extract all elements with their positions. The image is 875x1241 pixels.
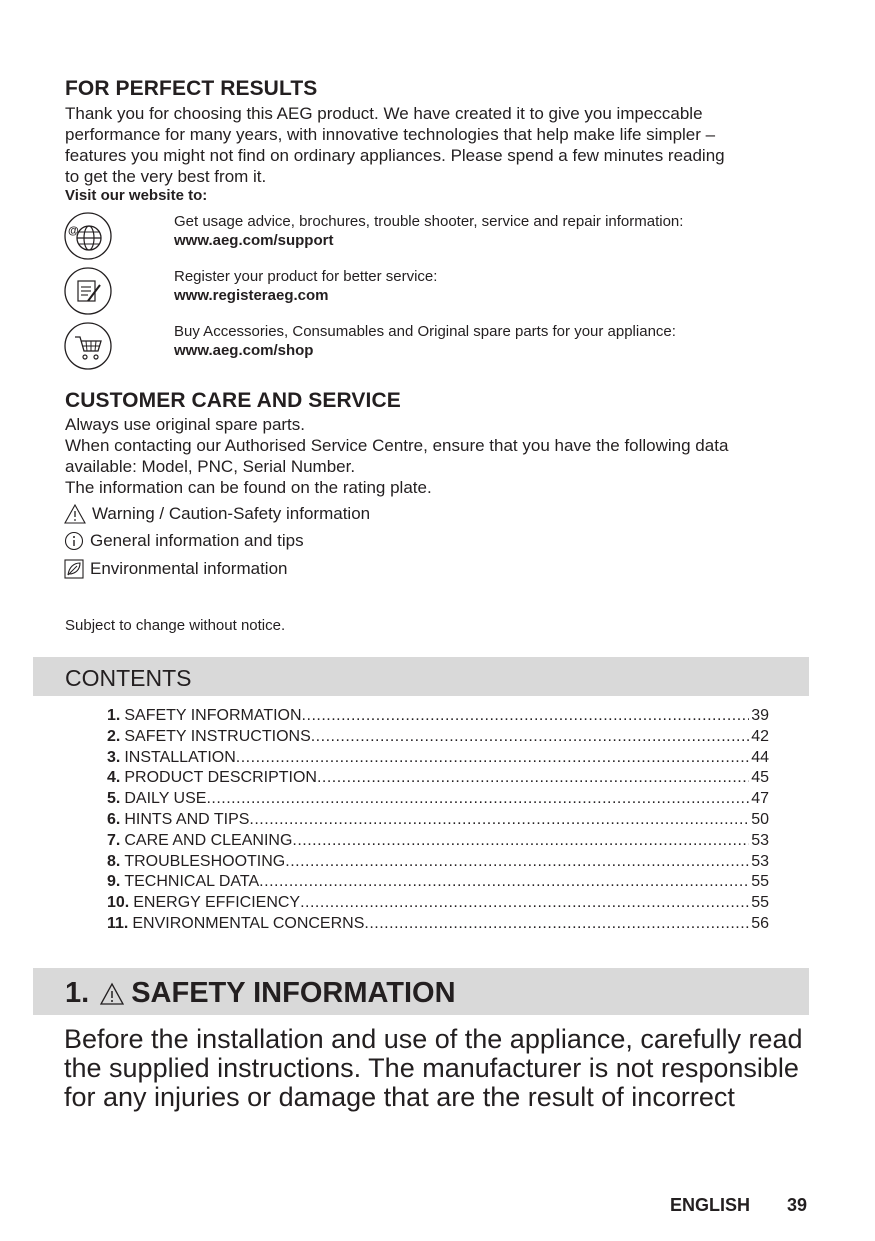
toc-leader	[300, 893, 749, 914]
care-line: available: Model, PNC, Serial Number.	[65, 457, 356, 476]
svg-text:@: @	[68, 225, 79, 237]
toc-title: DAILY USE	[124, 790, 207, 808]
toc-page: 47	[751, 790, 769, 808]
toc-num: 7.	[107, 831, 121, 849]
registration-icon	[64, 267, 112, 315]
toc-leader	[317, 768, 749, 789]
toc-leader	[311, 727, 749, 748]
toc-leader	[364, 914, 749, 935]
toc-page: 53	[751, 852, 769, 870]
care-line: The information can be found on the rating plate.	[65, 478, 432, 497]
toc-leader	[292, 831, 749, 852]
toc-title: ENERGY EFFICIENCY	[133, 894, 301, 912]
toc-title: PRODUCT DESCRIPTION	[124, 769, 317, 787]
footer-language: ENGLISH	[670, 1195, 751, 1215]
visit-label: Visit our website to:	[65, 187, 208, 204]
info-icon	[64, 531, 84, 551]
safety-section-bar	[33, 968, 809, 1015]
toc-title: SAFETY INFORMATION	[124, 707, 302, 724]
perfect-results-intro	[65, 103, 725, 187]
toc-page: 55	[751, 873, 769, 891]
toc-num: 6.	[107, 810, 121, 828]
toc-num: 8.	[107, 852, 121, 870]
visit-desc: Get usage advice, brochures, trouble shooter, service and repair information:	[174, 213, 684, 230]
intro-line: to get the very best from it.	[65, 167, 267, 186]
toc-item[interactable]	[107, 852, 769, 873]
toc-title: HINTS AND TIPS	[124, 810, 250, 828]
toc-item[interactable]	[107, 810, 769, 831]
intro-line: Thank you for choosing this AEG product. We have created it to give you impeccable	[65, 104, 703, 123]
warning-icon	[64, 504, 86, 524]
legend-text: Environmental information	[90, 559, 288, 578]
toc-num: 1.	[107, 707, 121, 724]
toc-page: 44	[751, 748, 769, 766]
toc-page: 50	[751, 810, 769, 828]
cart-icon	[64, 322, 112, 370]
shop-link[interactable]: www.aeg.com/shop	[174, 342, 314, 359]
register-link[interactable]: www.registeraeg.com	[174, 287, 329, 304]
legend-info	[64, 530, 304, 551]
intro-line: performance for many years, with innovative technologies that help make life simpler –	[65, 125, 716, 144]
visit-item-register	[64, 267, 809, 319]
leaf-icon	[64, 559, 84, 579]
safety-heading	[65, 977, 456, 1010]
visit-item-support	[64, 212, 809, 264]
page-number: 39	[787, 1195, 808, 1215]
legend-text: Warning / Caution-Safety information	[92, 504, 371, 523]
toc-page: 56	[751, 914, 769, 932]
warning-icon	[99, 982, 125, 1006]
toc-item[interactable]	[107, 706, 769, 727]
toc-num: 4.	[107, 769, 121, 787]
visit-item-shop	[64, 322, 809, 374]
toc-page: 39	[751, 707, 769, 724]
toc-title: SAFETY INSTRUCTIONS	[124, 727, 311, 745]
toc-item[interactable]	[107, 893, 769, 914]
toc-item[interactable]	[107, 748, 769, 769]
contents-bar	[33, 657, 809, 696]
toc-item[interactable]	[107, 768, 769, 789]
customer-care-heading: CUSTOMER CARE AND SERVICE	[65, 389, 401, 412]
toc-item[interactable]	[107, 727, 769, 748]
legend-warning	[64, 503, 370, 524]
toc-leader	[236, 748, 749, 769]
safety-line: Before the installation and use of the appliance, carefully read	[64, 1024, 803, 1054]
safety-line: for any injuries or damage that are the result of incorrect	[64, 1082, 735, 1112]
customer-care-text	[65, 414, 728, 498]
toc-num: 3.	[107, 748, 121, 766]
toc-leader	[259, 872, 749, 893]
change-notice: Subject to change without notice.	[65, 617, 286, 634]
perfect-results-heading: FOR PERFECT RESULTS	[65, 77, 318, 100]
safety-intro	[64, 1025, 802, 1112]
table-of-contents	[107, 706, 769, 935]
safety-line: the supplied instructions. The manufacturer is not responsible	[64, 1053, 799, 1083]
safety-section-number: 1.	[65, 977, 90, 1009]
toc-leader	[206, 789, 749, 810]
toc-item[interactable]	[107, 914, 769, 935]
toc-page: 53	[751, 831, 769, 849]
visit-desc: Buy Accessories, Consumables and Original spare parts for your appliance:	[174, 323, 676, 340]
toc-item[interactable]	[107, 872, 769, 893]
toc-num: 11.	[107, 914, 129, 932]
toc-page: 45	[751, 769, 769, 787]
toc-title: ENVIRONMENTAL CONCERNS	[132, 914, 365, 932]
visit-desc: Register your product for better service:	[174, 268, 438, 285]
toc-page: 42	[751, 727, 769, 745]
care-line: Always use original spare parts.	[65, 415, 306, 434]
toc-leader	[285, 852, 749, 873]
legend-text: General information and tips	[90, 531, 304, 550]
safety-section-title: SAFETY INFORMATION	[131, 977, 456, 1009]
toc-page: 55	[751, 894, 769, 912]
care-line: When contacting our Authorised Service Centre, ensure that you have the following data	[65, 436, 729, 455]
toc-item[interactable]	[107, 789, 769, 810]
toc-title: TECHNICAL DATA	[124, 873, 260, 891]
toc-title: INSTALLATION	[124, 748, 236, 766]
intro-line: features you might not find on ordinary appliances. Please spend a few minutes reading	[65, 146, 725, 165]
contents-title: CONTENTS	[65, 665, 192, 691]
globe-icon	[64, 212, 112, 260]
toc-leader	[302, 706, 750, 727]
toc-leader	[249, 810, 749, 831]
toc-item[interactable]	[107, 831, 769, 852]
support-link[interactable]: www.aeg.com/support	[174, 232, 334, 249]
toc-num: 2.	[107, 727, 121, 745]
toc-num: 10.	[107, 894, 130, 912]
toc-title: TROUBLESHOOTING	[124, 852, 286, 870]
toc-num: 5.	[107, 790, 121, 808]
toc-num: 9.	[107, 873, 121, 891]
legend-environment	[64, 558, 287, 579]
toc-title: CARE AND CLEANING	[124, 831, 293, 849]
